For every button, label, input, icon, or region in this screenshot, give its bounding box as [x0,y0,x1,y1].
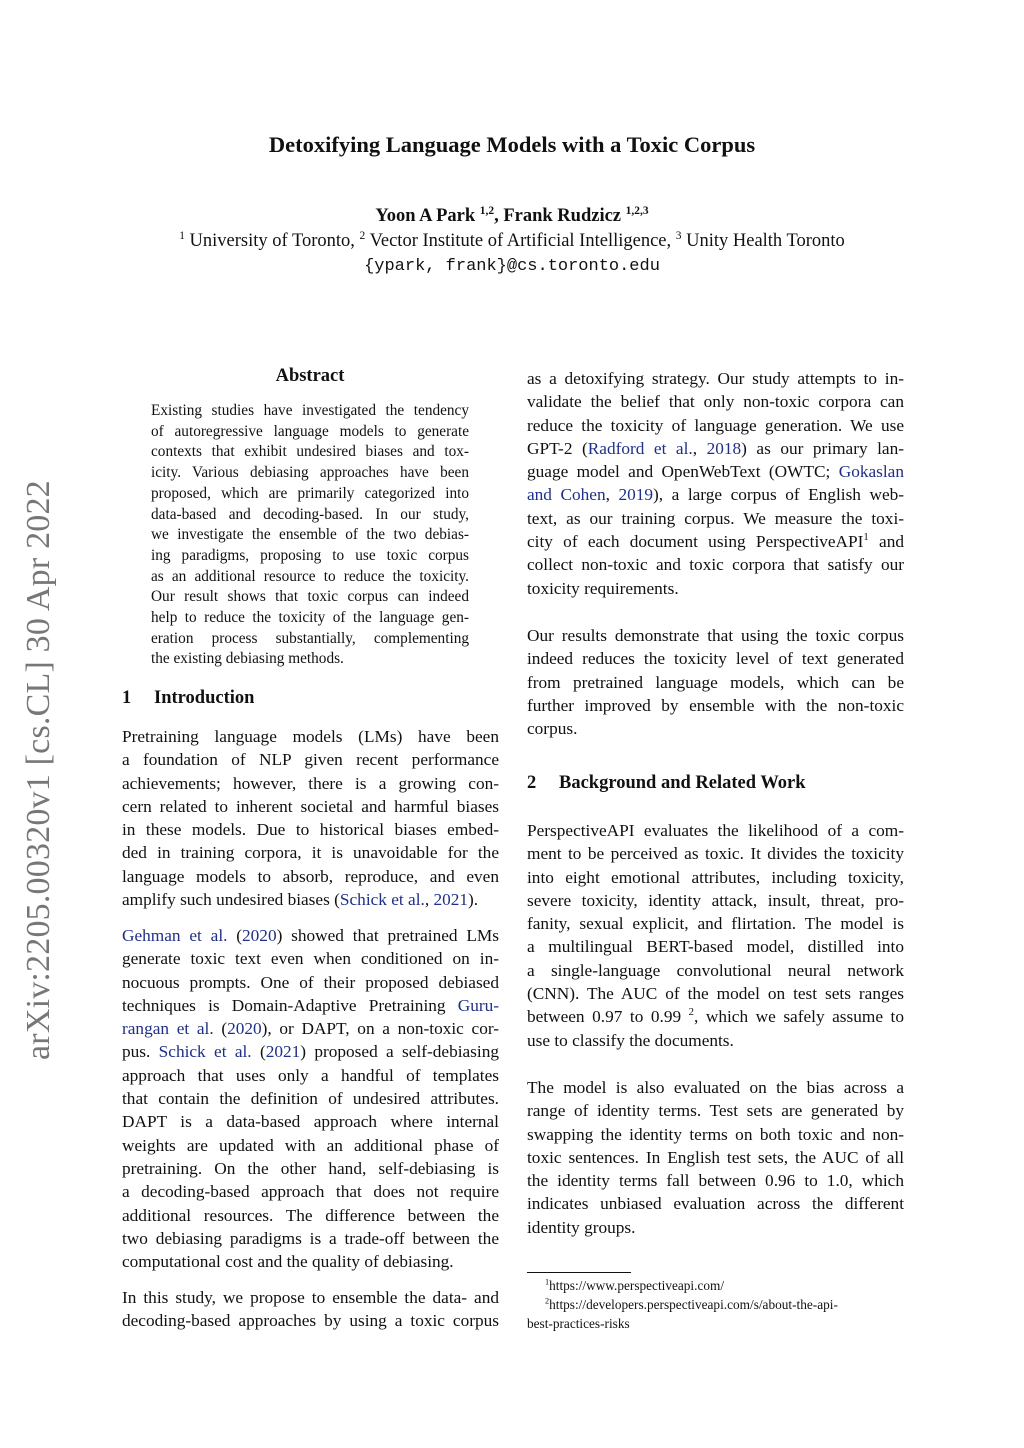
footnote-divider [527,1272,631,1273]
text-line: from pretrained language models, which can be [527,672,904,692]
background-paragraph-1 [527,819,904,1052]
abstract-line: data-based and decoding-based. In our study, [151,505,469,523]
citation-link[interactable]: Schick et al. [339,890,425,910]
text-line [122,1017,499,1040]
text-fragment: ( [227,926,243,945]
paper-title: Detoxifying Language Models with a Toxic Corpus [268,132,756,157]
text-fragment: between 0.97 to 0.99 [527,1007,689,1027]
text-line: corpus. [527,719,578,739]
citation-link[interactable]: Schick et al. [158,1042,252,1062]
text-fragment: ( [251,1042,266,1062]
abstract-line: eration process substantially, complementing [151,629,469,647]
text-line [122,888,499,911]
text-line: language models to absorb, reproduce, and even [122,866,499,886]
text-line [122,924,499,947]
text-line: indeed reduces the toxicity level of text generated [527,649,904,669]
text-line [527,530,904,553]
footnote-number: 2 [545,1296,550,1306]
text-line: weights are updated with an additional phase of [122,1135,499,1155]
text-line: reduce the toxicity of language generation. We use [527,415,904,435]
citation-link[interactable]: and Cohen [527,485,606,505]
affiliation-mark: 1 [179,229,185,242]
text-line [527,437,904,460]
text-fragment: and [868,532,904,552]
text-line: toxic sentences. In English test sets, the AUC of all [527,1147,904,1167]
affiliation-text: Vector Institute of Artificial Intelligence, [365,231,676,251]
text-line: text, as our training corpus. We measure the toxi- [527,508,904,528]
text-line [527,483,904,506]
citation-year-link[interactable]: 2021 [265,1042,301,1062]
abstract-line: of autoregressive language models to generate [151,422,469,440]
abstract-line: the existing debiasing methods. [151,650,344,668]
citation-link[interactable]: Gehman et al. [122,926,228,945]
footnote-url-continuation[interactable]: best-practices-risks [527,1316,630,1331]
citation-link[interactable]: rangan et al. [122,1019,214,1039]
text-line: PerspectiveAPI evaluates the likelihood of a com- [527,821,904,840]
text-line: use to classify the documents. [527,1030,734,1050]
text-line: The model is also evaluated on the bias across a [527,1078,904,1097]
author-line [0,206,1024,227]
abstract-body [151,401,469,670]
affiliations [0,231,1024,252]
text-fragment: ). [468,890,479,910]
text-line: the identity terms fall between 0.96 to 1.0, which [527,1171,904,1191]
footnote-number: 1 [545,1277,550,1287]
text-line: ded in training corpora, it is unavoidable for the [122,843,499,863]
footnote-url[interactable]: https://developers.perspectiveapi.com/s/about-the-api- [549,1297,838,1312]
section-title: Introduction [154,688,255,708]
footnote-url[interactable]: https://www.perspectiveapi.com/ [549,1278,725,1293]
text-line: computational cost and the quality of debiasing. [122,1252,454,1272]
text-line: pretraining. On the other hand, self-debiasing is [122,1158,499,1178]
text-line: as a detoxifying strategy. Our study attempts to in- [527,369,904,388]
text-line: range of identity terms. Test sets are generated by [527,1101,904,1121]
text-line: ment to be perceived as toxic. It divides the toxicity [527,844,904,864]
text-line: a decoding-based approach that does not require [122,1182,499,1202]
text-line: achievements; however, there is a growing con- [122,773,499,793]
text-fragment: city of each document using PerspectiveAPI [527,532,864,552]
footnote-2 [527,1295,904,1333]
text-fragment: ), or DAPT, on a non-toxic cor- [261,1019,499,1039]
intro-paragraph-3 [122,1286,499,1333]
text-line: generate toxic text even when conditioned on in- [122,949,499,969]
text-line [122,994,499,1017]
text-line: validate the belief that only non-toxic corpora can [527,392,904,412]
author-affiliation-mark: 1,2 [479,204,495,217]
text-fragment: pus. [122,1042,159,1062]
section-heading-background [527,773,904,794]
text-fragment: guage model and OpenWebText (OWTC; [527,462,839,482]
affiliation-mark: 3 [675,229,682,242]
text-fragment: , which we safely assume to [694,1007,904,1027]
abstract-line: proposed, which are primarily categorized into [151,484,469,502]
footnote-1 [527,1276,904,1295]
section-number: 2 [527,773,537,793]
text-line: (CNN). The AUC of the model on test sets ranges [527,984,904,1004]
text-line: identity groups. [527,1217,636,1237]
section-heading-introduction [122,688,499,709]
abstract-line: contexts that exhibit undesired biases and tox- [151,443,469,461]
text-line: Pretraining language models (LMs) have been [122,727,499,746]
citation-link[interactable]: Radford et al. [587,438,693,458]
text-line: fanity, sexual explicit, and flirtation. The model is [527,914,904,934]
text-line: decoding-based approaches by using a toxic corpus [122,1311,499,1331]
citation-link[interactable]: Guru- [457,995,499,1015]
citation-year-link[interactable]: 2020 [242,926,277,945]
text-fragment: , [692,438,707,458]
text-fragment: ), a large corpus of English web- [653,485,905,505]
author-separator: , [494,206,504,226]
abstract-line: as an additional resource to reduce the toxicity. [151,567,469,585]
text-line: severe toxicity, identity attack, insult, threat, pro- [527,890,904,910]
footnotes [527,1276,904,1333]
text-line: two debiasing paradigms is a trade-off between the [122,1228,499,1248]
affiliation-text: Unity Health Toronto [681,231,845,251]
text-line: a multilingual BERT-based model, distilled into [527,937,904,957]
text-line: swapping the identity terms on both toxic and non- [527,1124,904,1144]
text-line: that contain the definition of undesired attributes. [122,1089,499,1109]
author-affiliation-mark: 1,2,3 [625,204,649,217]
text-line: a foundation of NLP given recent performance [122,750,499,770]
intro-paragraph-1 [122,725,499,911]
text-fragment: , [424,890,434,910]
citation-link[interactable]: Gokaslan [838,462,904,482]
abstract-line: help to reduce the toxicity of the language gen- [151,609,469,627]
text-line: DAPT is a data-based approach where internal [122,1112,499,1132]
text-fragment: , [605,485,619,505]
text-line: into eight emotional attributes, including toxicity, [527,867,904,887]
intro-paragraph-4 [527,367,904,600]
abstract-line: we investigate the ensemble of the two debias- [151,526,469,544]
author-email: {ypark, frank}@cs.toronto.edu [364,257,660,276]
text-line: a single-language convolutional neural network [527,960,904,980]
text-line: collect non-toxic and toxic corpora that satisfy our [527,555,904,575]
text-fragment: GPT-2 ( [527,438,588,458]
text-line [527,460,904,483]
section-title: Background and Related Work [559,773,806,793]
text-line: approach that uses only a handful of templates [122,1065,499,1085]
text-line: further improved by ensemble with the non-toxic [527,695,904,715]
text-fragment: amplify such undesired biases ( [122,890,340,910]
text-fragment: ) proposed a self-debiasing [300,1042,499,1062]
background-paragraph-2 [527,1076,904,1239]
footnote-mark[interactable]: 1 [863,531,869,544]
text-line: Our results demonstrate that using the toxic corpus [527,626,904,645]
section-number: 1 [122,688,132,708]
text-fragment: techniques is Domain-Adaptive Pretraining [122,995,458,1015]
text-line: In this study, we propose to ensemble the data- and [122,1288,499,1307]
intro-paragraph-2 [122,924,499,1273]
text-fragment: ) as our primary lan- [741,438,904,458]
text-line: indicates unbiased evaluation across the different [527,1194,904,1214]
citation-year-link[interactable]: 2018 [706,438,742,458]
text-line: additional resources. The difference between the [122,1205,499,1225]
text-line [527,1005,904,1028]
abstract-line: ing paradigms, proposing to use toxic corpus [151,546,469,564]
author-name: Yoon A Park [375,206,476,226]
text-line: in these models. Due to historical biases embed- [122,820,499,840]
citation-year-link[interactable]: 2020 [227,1019,262,1039]
text-line: cern related to inherent societal and harmful biases [122,796,499,816]
text-fragment: ( [213,1019,228,1039]
citation-year-link[interactable]: 2019 [618,485,654,505]
text-line [122,1040,499,1063]
author-name: Frank Rudzicz [503,206,622,226]
affiliation-mark: 2 [359,229,366,242]
arxiv-identifier: arXiv:2205.00320v1 [cs.CL] 30 Apr 2022 [20,480,57,1060]
abstract-heading: Abstract [275,366,345,386]
text-line: toxicity requirements. [527,578,679,598]
abstract-line: Existing studies have investigated the tendency [151,402,469,419]
intro-paragraph-5 [527,624,904,740]
citation-year-link[interactable]: 2021 [433,890,469,910]
text-line: nocuous prompts. One of their proposed debiased [122,972,499,992]
abstract-line: icity. Various debiasing approaches have been [151,464,469,482]
abstract-line: Our result shows that toxic corpus can indeed [151,588,469,606]
text-fragment: ) showed that pretrained LMs [276,926,499,945]
footnote-mark[interactable]: 2 [688,1006,695,1019]
affiliation-text: University of Toronto, [184,231,360,251]
